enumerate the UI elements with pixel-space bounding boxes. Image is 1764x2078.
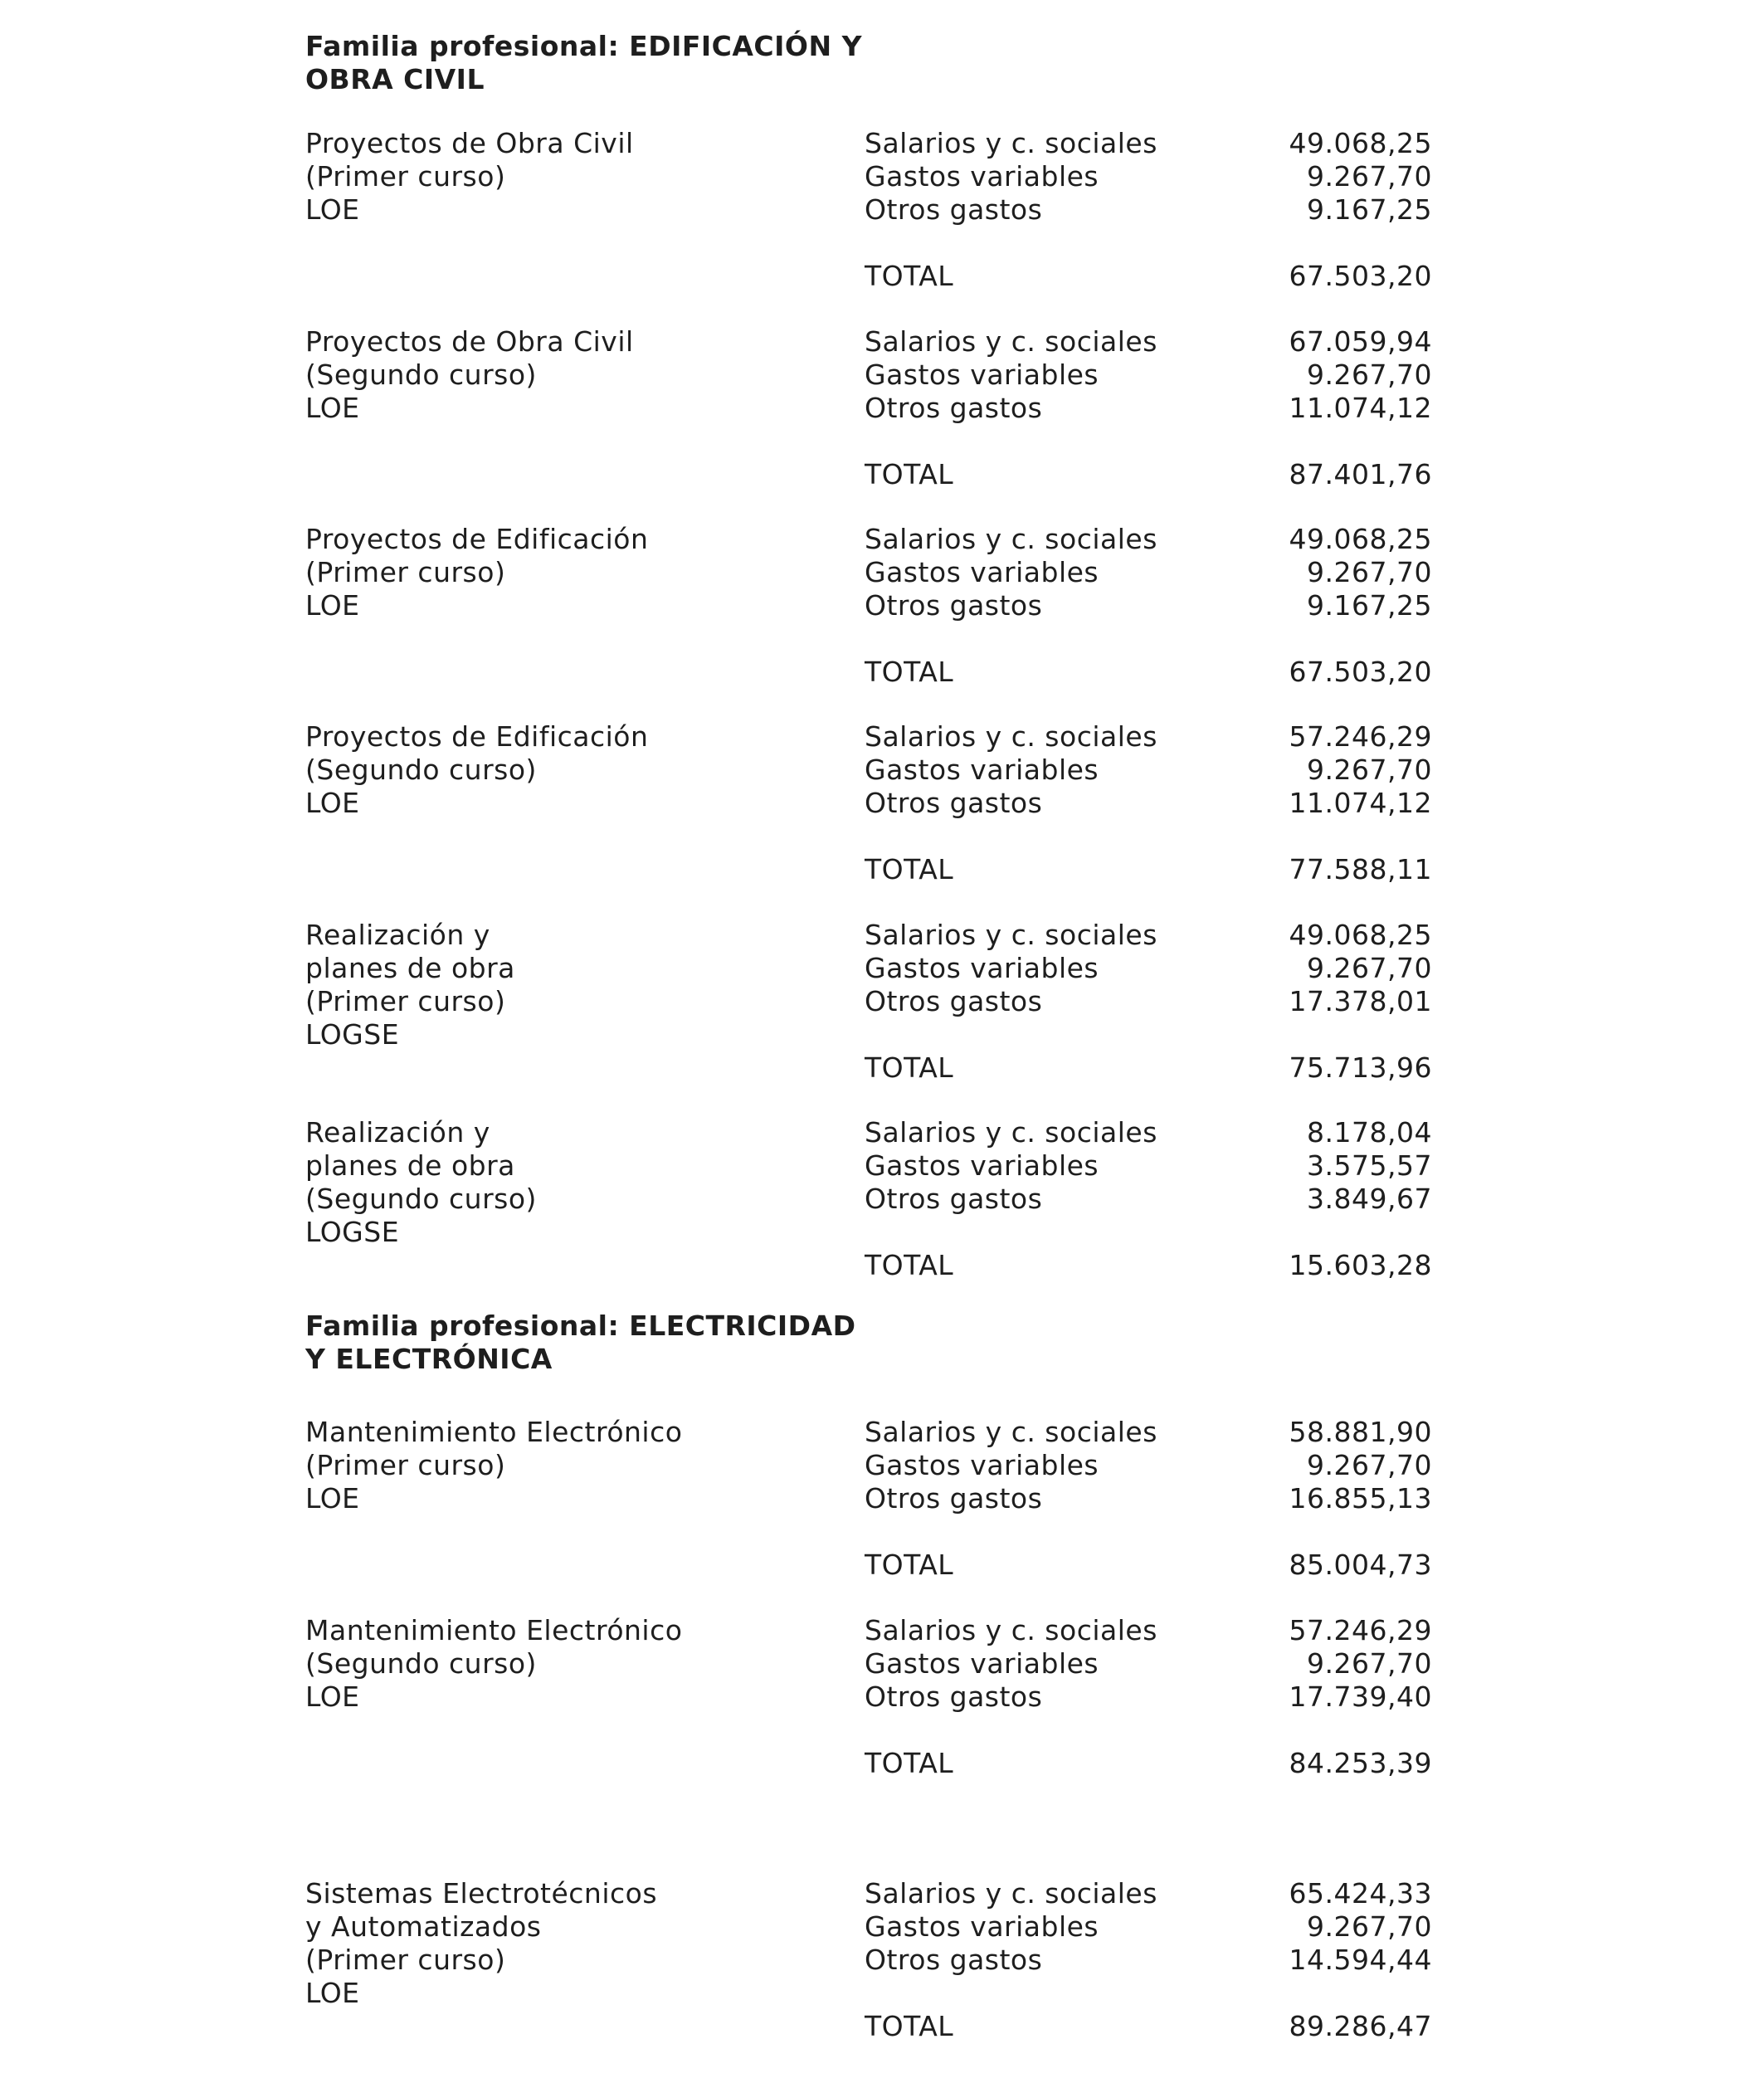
gastos-variables-amount: 9.267,70 — [1307, 754, 1432, 786]
course-name-line: Sistemas Electrotécnicos — [305, 1877, 658, 1910]
otros-gastos-amount: 17.739,40 — [1289, 1680, 1432, 1713]
total-label: TOTAL — [865, 458, 954, 490]
gastos-variables-label: Gastos variables — [865, 754, 1099, 786]
course-name-line: LOE — [305, 392, 360, 424]
course-name-line: LOE — [305, 787, 360, 819]
gastos-variables-label: Gastos variables — [865, 359, 1099, 391]
course-name-line: (Primer curso) — [305, 985, 506, 1017]
total-label: TOTAL — [865, 1747, 954, 1779]
course-name-line: (Segundo curso) — [305, 1647, 537, 1680]
total-label: TOTAL — [865, 656, 954, 688]
total-label: TOTAL — [865, 2010, 954, 2042]
course-name-line: (Primer curso) — [305, 1944, 506, 1976]
course-name-line: LOE — [305, 1977, 360, 2009]
salarios-amount: 8.178,04 — [1307, 1116, 1432, 1149]
total-label: TOTAL — [865, 260, 954, 292]
course-name-line: (Primer curso) — [305, 1449, 506, 1481]
course-name-line: LOE — [305, 589, 360, 622]
total-amount: 15.603,28 — [1289, 1249, 1432, 1281]
course-name-line: (Segundo curso) — [305, 754, 537, 786]
gastos-variables-amount: 9.267,70 — [1307, 160, 1432, 193]
otros-gastos-label: Otros gastos — [865, 1680, 1043, 1713]
otros-gastos-amount: 3.849,67 — [1307, 1183, 1432, 1215]
family-heading: Y ELECTRÓNICA — [305, 1343, 553, 1375]
total-amount: 77.588,11 — [1289, 853, 1432, 885]
gastos-variables-amount: 9.267,70 — [1307, 556, 1432, 588]
salarios-label: Salarios y c. sociales — [865, 523, 1157, 555]
course-name-line: Proyectos de Obra Civil — [305, 127, 634, 159]
course-name-line: LOE — [305, 1482, 360, 1515]
gastos-variables-label: Gastos variables — [865, 1449, 1099, 1481]
otros-gastos-label: Otros gastos — [865, 985, 1043, 1017]
salarios-label: Salarios y c. sociales — [865, 127, 1157, 159]
gastos-variables-label: Gastos variables — [865, 556, 1099, 588]
salarios-amount: 57.246,29 — [1289, 1614, 1432, 1646]
gastos-variables-label: Gastos variables — [865, 1149, 1099, 1182]
gastos-variables-amount: 9.267,70 — [1307, 1449, 1432, 1481]
salarios-label: Salarios y c. sociales — [865, 1116, 1157, 1149]
salarios-label: Salarios y c. sociales — [865, 1877, 1157, 1910]
course-name-line: LOE — [305, 193, 360, 226]
otros-gastos-amount: 11.074,12 — [1289, 787, 1432, 819]
gastos-variables-amount: 9.267,70 — [1307, 952, 1432, 984]
total-amount: 75.713,96 — [1289, 1051, 1432, 1084]
gastos-variables-label: Gastos variables — [865, 1910, 1099, 1943]
course-name-line: planes de obra — [305, 1149, 515, 1182]
salarios-label: Salarios y c. sociales — [865, 325, 1157, 358]
total-amount: 87.401,76 — [1289, 458, 1432, 490]
otros-gastos-amount: 11.074,12 — [1289, 392, 1432, 424]
gastos-variables-amount: 9.267,70 — [1307, 1647, 1432, 1680]
total-amount: 67.503,20 — [1289, 260, 1432, 292]
family-heading: Familia profesional: ELECTRICIDAD — [305, 1310, 856, 1342]
gastos-variables-amount: 9.267,70 — [1307, 1910, 1432, 1943]
course-name-line: planes de obra — [305, 952, 515, 984]
course-name-line: (Primer curso) — [305, 556, 506, 588]
total-label: TOTAL — [865, 1249, 954, 1281]
otros-gastos-label: Otros gastos — [865, 787, 1043, 819]
family-heading: Familia profesional: EDIFICACIÓN Y — [305, 30, 862, 62]
course-name-line: Proyectos de Obra Civil — [305, 325, 634, 358]
course-name-line: (Primer curso) — [305, 160, 506, 193]
course-name-line: Realización y — [305, 919, 490, 951]
course-name-line: Proyectos de Edificación — [305, 523, 649, 555]
course-name-line: Proyectos de Edificación — [305, 720, 649, 753]
total-label: TOTAL — [865, 1549, 954, 1581]
otros-gastos-label: Otros gastos — [865, 193, 1043, 226]
course-name-line: LOGSE — [305, 1216, 400, 1248]
otros-gastos-amount: 9.167,25 — [1307, 193, 1432, 226]
salarios-amount: 58.881,90 — [1289, 1416, 1432, 1448]
salarios-label: Salarios y c. sociales — [865, 720, 1157, 753]
gastos-variables-label: Gastos variables — [865, 160, 1099, 193]
salarios-amount: 67.059,94 — [1289, 325, 1432, 358]
salarios-amount: 65.424,33 — [1289, 1877, 1432, 1910]
salarios-amount: 49.068,25 — [1289, 523, 1432, 555]
otros-gastos-label: Otros gastos — [865, 1482, 1043, 1515]
salarios-amount: 49.068,25 — [1289, 127, 1432, 159]
total-amount: 67.503,20 — [1289, 656, 1432, 688]
course-name-line: y Automatizados — [305, 1910, 542, 1943]
salarios-amount: 49.068,25 — [1289, 919, 1432, 951]
salarios-label: Salarios y c. sociales — [865, 1416, 1157, 1448]
salarios-label: Salarios y c. sociales — [865, 1614, 1157, 1646]
total-amount: 89.286,47 — [1289, 2010, 1432, 2042]
course-name-line: LOE — [305, 1680, 360, 1713]
otros-gastos-label: Otros gastos — [865, 392, 1043, 424]
family-heading: OBRA CIVIL — [305, 63, 485, 95]
salarios-label: Salarios y c. sociales — [865, 919, 1157, 951]
gastos-variables-label: Gastos variables — [865, 1647, 1099, 1680]
otros-gastos-label: Otros gastos — [865, 1183, 1043, 1215]
otros-gastos-label: Otros gastos — [865, 589, 1043, 622]
gastos-variables-label: Gastos variables — [865, 952, 1099, 984]
course-name-line: LOGSE — [305, 1018, 400, 1051]
otros-gastos-amount: 16.855,13 — [1289, 1482, 1432, 1515]
course-name-line: Mantenimiento Electrónico — [305, 1416, 683, 1448]
total-amount: 85.004,73 — [1289, 1549, 1432, 1581]
salarios-amount: 57.246,29 — [1289, 720, 1432, 753]
gastos-variables-amount: 3.575,57 — [1307, 1149, 1432, 1182]
otros-gastos-amount: 17.378,01 — [1289, 985, 1432, 1017]
otros-gastos-amount: 9.167,25 — [1307, 589, 1432, 622]
course-name-line: (Segundo curso) — [305, 1183, 537, 1215]
total-label: TOTAL — [865, 1051, 954, 1084]
gastos-variables-amount: 9.267,70 — [1307, 359, 1432, 391]
total-label: TOTAL — [865, 853, 954, 885]
course-name-line: Mantenimiento Electrónico — [305, 1614, 683, 1646]
otros-gastos-amount: 14.594,44 — [1289, 1944, 1432, 1976]
total-amount: 84.253,39 — [1289, 1747, 1432, 1779]
course-name-line: Realización y — [305, 1116, 490, 1149]
otros-gastos-label: Otros gastos — [865, 1944, 1043, 1976]
course-name-line: (Segundo curso) — [305, 359, 537, 391]
